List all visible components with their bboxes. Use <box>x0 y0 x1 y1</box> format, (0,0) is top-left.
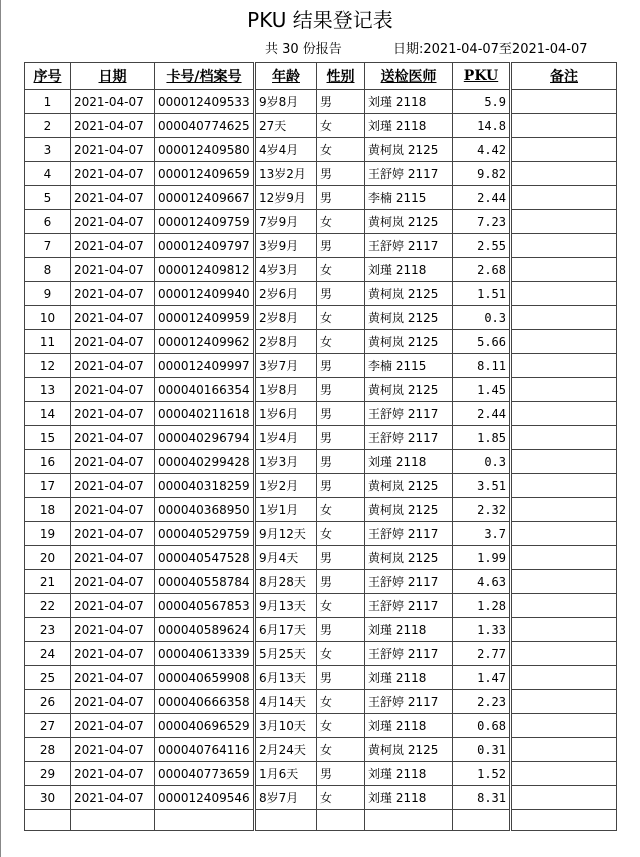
cell-age: 1岁6月 <box>255 402 317 426</box>
cell-date: 2021-04-07 <box>71 186 155 210</box>
cell-card-number: 000040774625 <box>155 114 255 138</box>
cell-remarks <box>511 666 617 690</box>
cell-card-number: 000040773659 <box>155 762 255 786</box>
cell-card-number: 000012409546 <box>155 786 255 810</box>
cell-sex: 女 <box>317 786 365 810</box>
cell-card-number: 000040368950 <box>155 498 255 522</box>
col-header-date: 日期 <box>71 63 155 90</box>
cell-pku: 0.3 <box>453 306 511 330</box>
cell-card-number: 000040211618 <box>155 402 255 426</box>
cell-age: 4岁3月 <box>255 258 317 282</box>
cell-remarks <box>511 618 617 642</box>
cell-remarks <box>511 498 617 522</box>
cell-date: 2021-04-07 <box>71 690 155 714</box>
cell-sex: 男 <box>317 618 365 642</box>
cell-remarks <box>511 282 617 306</box>
cell-pku: 2.44 <box>453 186 511 210</box>
report-title: PKU 结果登记表 <box>247 8 393 32</box>
cell-pku: 1.28 <box>453 594 511 618</box>
cell-age: 3岁7月 <box>255 354 317 378</box>
cell-age: 2岁8月 <box>255 306 317 330</box>
cell-remarks <box>511 594 617 618</box>
cell-remarks <box>511 474 617 498</box>
cell-age: 2月24天 <box>255 738 317 762</box>
cell-remarks <box>511 522 617 546</box>
col-header-remarks: 备注 <box>511 63 617 90</box>
cell-doctor: 黄柯岚 2125 <box>365 210 453 234</box>
cell-doctor: 王舒婷 2117 <box>365 594 453 618</box>
cell-index: 20 <box>25 546 71 570</box>
cell-card-number: 000040547528 <box>155 546 255 570</box>
table-row <box>25 330 617 354</box>
cell-sex: 女 <box>317 498 365 522</box>
cell-doctor: 黄柯岚 2125 <box>365 498 453 522</box>
cell-card-number: 000012409940 <box>155 282 255 306</box>
cell-sex: 女 <box>317 210 365 234</box>
report-count: 共 30 份报告 <box>265 42 342 57</box>
cell-sex: 女 <box>317 258 365 282</box>
cell-pku: 3.51 <box>453 474 511 498</box>
cell-doctor: 刘瑾 2118 <box>365 450 453 474</box>
cell-doctor: 王舒婷 2117 <box>365 690 453 714</box>
cell-index: 12 <box>25 354 71 378</box>
cell-index: 30 <box>25 786 71 810</box>
cell-doctor: 黄柯岚 2125 <box>365 330 453 354</box>
cell-date: 2021-04-07 <box>71 714 155 738</box>
cell-date: 2021-04-07 <box>71 738 155 762</box>
cell-pku: 0.68 <box>453 714 511 738</box>
cell-age: 2岁8月 <box>255 330 317 354</box>
cell-card-number: 000040299428 <box>155 450 255 474</box>
cell-remarks <box>511 306 617 330</box>
cell-card-number: 000012409812 <box>155 258 255 282</box>
col-header-sex: 性别 <box>317 63 365 90</box>
cell-date: 2021-04-07 <box>71 402 155 426</box>
cell-doctor: 刘瑾 2118 <box>365 114 453 138</box>
table-row <box>25 642 617 666</box>
table-header-row <box>25 63 617 90</box>
cell-pku: 4.63 <box>453 570 511 594</box>
cell-remarks <box>511 162 617 186</box>
cell-age: 3岁9月 <box>255 234 317 258</box>
cell-card-number: 000040318259 <box>155 474 255 498</box>
cell-index: 8 <box>25 258 71 282</box>
cell-age: 1岁8月 <box>255 378 317 402</box>
cell-sex: 男 <box>317 162 365 186</box>
cell-sex: 男 <box>317 234 365 258</box>
table-row <box>25 450 617 474</box>
cell-card-number: 000040558784 <box>155 570 255 594</box>
cell-doctor: 王舒婷 2117 <box>365 522 453 546</box>
cell-remarks <box>511 762 617 786</box>
cell-age: 9岁8月 <box>255 90 317 114</box>
cell-age: 2岁6月 <box>255 282 317 306</box>
cell-card-number: 000040589624 <box>155 618 255 642</box>
cell-sex: 女 <box>317 522 365 546</box>
table-row <box>25 162 617 186</box>
cell-date: 2021-04-07 <box>71 570 155 594</box>
cell-date: 2021-04-07 <box>71 306 155 330</box>
cell-card-number: 000012409797 <box>155 234 255 258</box>
cell-remarks <box>511 210 617 234</box>
cell-sex: 女 <box>317 138 365 162</box>
table-row <box>25 690 617 714</box>
cell-doctor: 黄柯岚 2125 <box>365 306 453 330</box>
cell-pku: 0.3 <box>453 450 511 474</box>
table-body <box>25 90 617 831</box>
table-row <box>25 570 617 594</box>
cell-card-number: 000012409997 <box>155 354 255 378</box>
cell-card-number: 000012409533 <box>155 90 255 114</box>
table-row <box>25 354 617 378</box>
table-row <box>25 282 617 306</box>
cell-doctor: 刘瑾 2118 <box>365 786 453 810</box>
cell-sex: 女 <box>317 714 365 738</box>
cell-age: 13岁2月 <box>255 162 317 186</box>
cell-sex: 男 <box>317 354 365 378</box>
cell-date-empty <box>71 810 155 831</box>
table-row <box>25 498 617 522</box>
cell-index: 28 <box>25 738 71 762</box>
cell-date: 2021-04-07 <box>71 642 155 666</box>
cell-age: 9月13天 <box>255 594 317 618</box>
table-row-empty <box>25 810 617 831</box>
cell-sex: 男 <box>317 666 365 690</box>
cell-pku: 3.7 <box>453 522 511 546</box>
cell-doctor: 李楠 2115 <box>365 354 453 378</box>
cell-date: 2021-04-07 <box>71 426 155 450</box>
cell-index: 19 <box>25 522 71 546</box>
cell-pku-empty <box>453 810 511 831</box>
cell-sex: 女 <box>317 738 365 762</box>
cell-index: 23 <box>25 618 71 642</box>
table-row <box>25 378 617 402</box>
cell-card-number: 000012409580 <box>155 138 255 162</box>
cell-doctor-empty <box>365 810 453 831</box>
cell-date: 2021-04-07 <box>71 210 155 234</box>
cell-doctor: 刘瑾 2118 <box>365 714 453 738</box>
table-row <box>25 90 617 114</box>
cell-date: 2021-04-07 <box>71 666 155 690</box>
cell-sex: 女 <box>317 330 365 354</box>
cell-sex: 男 <box>317 186 365 210</box>
col-header-doctor: 送检医师 <box>365 63 453 90</box>
cell-age: 8岁7月 <box>255 786 317 810</box>
cell-sex: 男 <box>317 378 365 402</box>
cell-remarks <box>511 642 617 666</box>
cell-date: 2021-04-07 <box>71 522 155 546</box>
cell-remarks <box>511 354 617 378</box>
table-row <box>25 618 617 642</box>
table-row <box>25 474 617 498</box>
cell-age: 6月13天 <box>255 666 317 690</box>
cell-age: 5月25天 <box>255 642 317 666</box>
cell-remarks <box>511 258 617 282</box>
cell-age: 1岁2月 <box>255 474 317 498</box>
cell-card-number: 000040529759 <box>155 522 255 546</box>
cell-sex: 男 <box>317 402 365 426</box>
cell-sex: 男 <box>317 546 365 570</box>
cell-card-number: 000040764116 <box>155 738 255 762</box>
cell-doctor: 黄柯岚 2125 <box>365 546 453 570</box>
cell-pku: 7.23 <box>453 210 511 234</box>
cell-sex: 女 <box>317 642 365 666</box>
cell-remarks <box>511 186 617 210</box>
cell-card-number: 000012409659 <box>155 162 255 186</box>
cell-card-number: 000040659908 <box>155 666 255 690</box>
cell-doctor: 黄柯岚 2125 <box>365 282 453 306</box>
page-left-border <box>0 0 1 857</box>
cell-index: 1 <box>25 90 71 114</box>
table-row <box>25 714 617 738</box>
cell-date: 2021-04-07 <box>71 450 155 474</box>
cell-index: 17 <box>25 474 71 498</box>
cell-index-empty <box>25 810 71 831</box>
cell-date: 2021-04-07 <box>71 258 155 282</box>
cell-age: 12岁9月 <box>255 186 317 210</box>
table-row <box>25 114 617 138</box>
cell-index: 15 <box>25 426 71 450</box>
cell-index: 24 <box>25 642 71 666</box>
cell-pku: 14.8 <box>453 114 511 138</box>
cell-sex: 男 <box>317 282 365 306</box>
cell-doctor: 黄柯岚 2125 <box>365 378 453 402</box>
cell-age: 9月4天 <box>255 546 317 570</box>
cell-index: 2 <box>25 114 71 138</box>
cell-pku: 1.99 <box>453 546 511 570</box>
cell-doctor: 王舒婷 2117 <box>365 234 453 258</box>
cell-doctor: 黄柯岚 2125 <box>365 138 453 162</box>
col-header-pku: PKU <box>453 63 511 90</box>
cell-age: 4月14天 <box>255 690 317 714</box>
cell-doctor: 李楠 2115 <box>365 186 453 210</box>
cell-pku: 4.42 <box>453 138 511 162</box>
cell-pku: 2.68 <box>453 258 511 282</box>
table-row <box>25 666 617 690</box>
cell-doctor: 王舒婷 2117 <box>365 570 453 594</box>
cell-card-number: 000040166354 <box>155 378 255 402</box>
cell-date: 2021-04-07 <box>71 498 155 522</box>
cell-card-number: 000040696529 <box>155 714 255 738</box>
cell-sex: 女 <box>317 306 365 330</box>
table-row <box>25 306 617 330</box>
cell-index: 5 <box>25 186 71 210</box>
table-row <box>25 522 617 546</box>
cell-sex: 男 <box>317 426 365 450</box>
report-date-range: 日期:2021-04-07至2021-04-07 <box>393 42 588 57</box>
cell-index: 21 <box>25 570 71 594</box>
cell-card-number: 000012409959 <box>155 306 255 330</box>
cell-remarks-empty <box>511 810 617 831</box>
cell-pku: 1.51 <box>453 282 511 306</box>
cell-pku: 1.45 <box>453 378 511 402</box>
cell-sex: 男 <box>317 762 365 786</box>
cell-date: 2021-04-07 <box>71 378 155 402</box>
cell-date: 2021-04-07 <box>71 138 155 162</box>
table-row <box>25 546 617 570</box>
cell-card-number: 000012409667 <box>155 186 255 210</box>
cell-pku: 2.44 <box>453 402 511 426</box>
cell-age: 1月6天 <box>255 762 317 786</box>
cell-doctor: 刘瑾 2118 <box>365 90 453 114</box>
cell-date: 2021-04-07 <box>71 618 155 642</box>
cell-date: 2021-04-07 <box>71 114 155 138</box>
cell-pku: 2.77 <box>453 642 511 666</box>
cell-index: 13 <box>25 378 71 402</box>
cell-card-number: 000040666358 <box>155 690 255 714</box>
cell-index: 6 <box>25 210 71 234</box>
cell-remarks <box>511 426 617 450</box>
cell-index: 14 <box>25 402 71 426</box>
cell-remarks <box>511 402 617 426</box>
cell-doctor: 黄柯岚 2125 <box>365 738 453 762</box>
cell-card-number: 000012409962 <box>155 330 255 354</box>
cell-pku: 2.55 <box>453 234 511 258</box>
cell-pku: 8.31 <box>453 786 511 810</box>
cell-index: 18 <box>25 498 71 522</box>
col-header-index: 序号 <box>25 63 71 90</box>
cell-index: 16 <box>25 450 71 474</box>
cell-doctor: 刘瑾 2118 <box>365 762 453 786</box>
cell-card-number: 000012409759 <box>155 210 255 234</box>
results-table <box>24 62 617 831</box>
cell-date: 2021-04-07 <box>71 546 155 570</box>
cell-pku: 1.52 <box>453 762 511 786</box>
cell-pku: 1.33 <box>453 618 511 642</box>
cell-index: 25 <box>25 666 71 690</box>
cell-date: 2021-04-07 <box>71 354 155 378</box>
cell-date: 2021-04-07 <box>71 786 155 810</box>
cell-date: 2021-04-07 <box>71 162 155 186</box>
table-row <box>25 426 617 450</box>
cell-doctor: 刘瑾 2118 <box>365 618 453 642</box>
cell-doctor: 王舒婷 2117 <box>365 426 453 450</box>
cell-pku: 1.85 <box>453 426 511 450</box>
cell-remarks <box>511 138 617 162</box>
cell-pku: 1.47 <box>453 666 511 690</box>
table-row <box>25 786 617 810</box>
cell-sex: 女 <box>317 114 365 138</box>
cell-date: 2021-04-07 <box>71 762 155 786</box>
cell-remarks <box>511 90 617 114</box>
col-header-age: 年龄 <box>255 63 317 90</box>
cell-remarks <box>511 786 617 810</box>
cell-sex: 男 <box>317 450 365 474</box>
cell-doctor: 黄柯岚 2125 <box>365 474 453 498</box>
cell-doctor: 王舒婷 2117 <box>365 402 453 426</box>
cell-index: 4 <box>25 162 71 186</box>
table-row <box>25 594 617 618</box>
cell-pku: 2.32 <box>453 498 511 522</box>
cell-pku: 8.11 <box>453 354 511 378</box>
cell-age-empty <box>255 810 317 831</box>
cell-index: 29 <box>25 762 71 786</box>
table-row <box>25 258 617 282</box>
cell-index: 9 <box>25 282 71 306</box>
cell-date: 2021-04-07 <box>71 594 155 618</box>
cell-age: 6月17天 <box>255 618 317 642</box>
cell-date: 2021-04-07 <box>71 234 155 258</box>
cell-age: 8月28天 <box>255 570 317 594</box>
cell-doctor: 刘瑾 2118 <box>365 258 453 282</box>
table-row <box>25 402 617 426</box>
cell-age: 1岁4月 <box>255 426 317 450</box>
table-row <box>25 234 617 258</box>
cell-index: 7 <box>25 234 71 258</box>
cell-pku: 9.82 <box>453 162 511 186</box>
cell-remarks <box>511 546 617 570</box>
cell-date: 2021-04-07 <box>71 282 155 306</box>
cell-remarks <box>511 690 617 714</box>
cell-date: 2021-04-07 <box>71 330 155 354</box>
cell-doctor: 刘瑾 2118 <box>365 666 453 690</box>
cell-remarks <box>511 738 617 762</box>
cell-pku: 0.31 <box>453 738 511 762</box>
cell-age: 4岁4月 <box>255 138 317 162</box>
cell-age: 7岁9月 <box>255 210 317 234</box>
cell-doctor: 王舒婷 2117 <box>365 162 453 186</box>
cell-index: 10 <box>25 306 71 330</box>
cell-remarks <box>511 234 617 258</box>
col-header-card-number: 卡号/档案号 <box>155 63 255 90</box>
cell-sex: 女 <box>317 690 365 714</box>
cell-pku: 5.9 <box>453 90 511 114</box>
cell-sex-empty <box>317 810 365 831</box>
cell-index: 27 <box>25 714 71 738</box>
cell-remarks <box>511 114 617 138</box>
cell-card-number-empty <box>155 810 255 831</box>
cell-remarks <box>511 714 617 738</box>
cell-age: 3月10天 <box>255 714 317 738</box>
cell-remarks <box>511 378 617 402</box>
cell-card-number: 000040613339 <box>155 642 255 666</box>
cell-pku: 5.66 <box>453 330 511 354</box>
table-row <box>25 186 617 210</box>
cell-remarks <box>511 330 617 354</box>
cell-age: 27天 <box>255 114 317 138</box>
cell-sex: 男 <box>317 90 365 114</box>
cell-sex: 男 <box>317 474 365 498</box>
cell-age: 1岁1月 <box>255 498 317 522</box>
table-row <box>25 738 617 762</box>
cell-sex: 女 <box>317 594 365 618</box>
cell-card-number: 000040567853 <box>155 594 255 618</box>
cell-index: 3 <box>25 138 71 162</box>
cell-date: 2021-04-07 <box>71 474 155 498</box>
table-row <box>25 210 617 234</box>
cell-pku: 2.23 <box>453 690 511 714</box>
cell-age: 1岁3月 <box>255 450 317 474</box>
cell-index: 11 <box>25 330 71 354</box>
table-row <box>25 762 617 786</box>
cell-date: 2021-04-07 <box>71 90 155 114</box>
cell-remarks <box>511 570 617 594</box>
cell-sex: 男 <box>317 570 365 594</box>
table-row <box>25 138 617 162</box>
cell-remarks <box>511 450 617 474</box>
cell-index: 22 <box>25 594 71 618</box>
cell-card-number: 000040296794 <box>155 426 255 450</box>
cell-age: 9月12天 <box>255 522 317 546</box>
cell-doctor: 王舒婷 2117 <box>365 642 453 666</box>
cell-index: 26 <box>25 690 71 714</box>
